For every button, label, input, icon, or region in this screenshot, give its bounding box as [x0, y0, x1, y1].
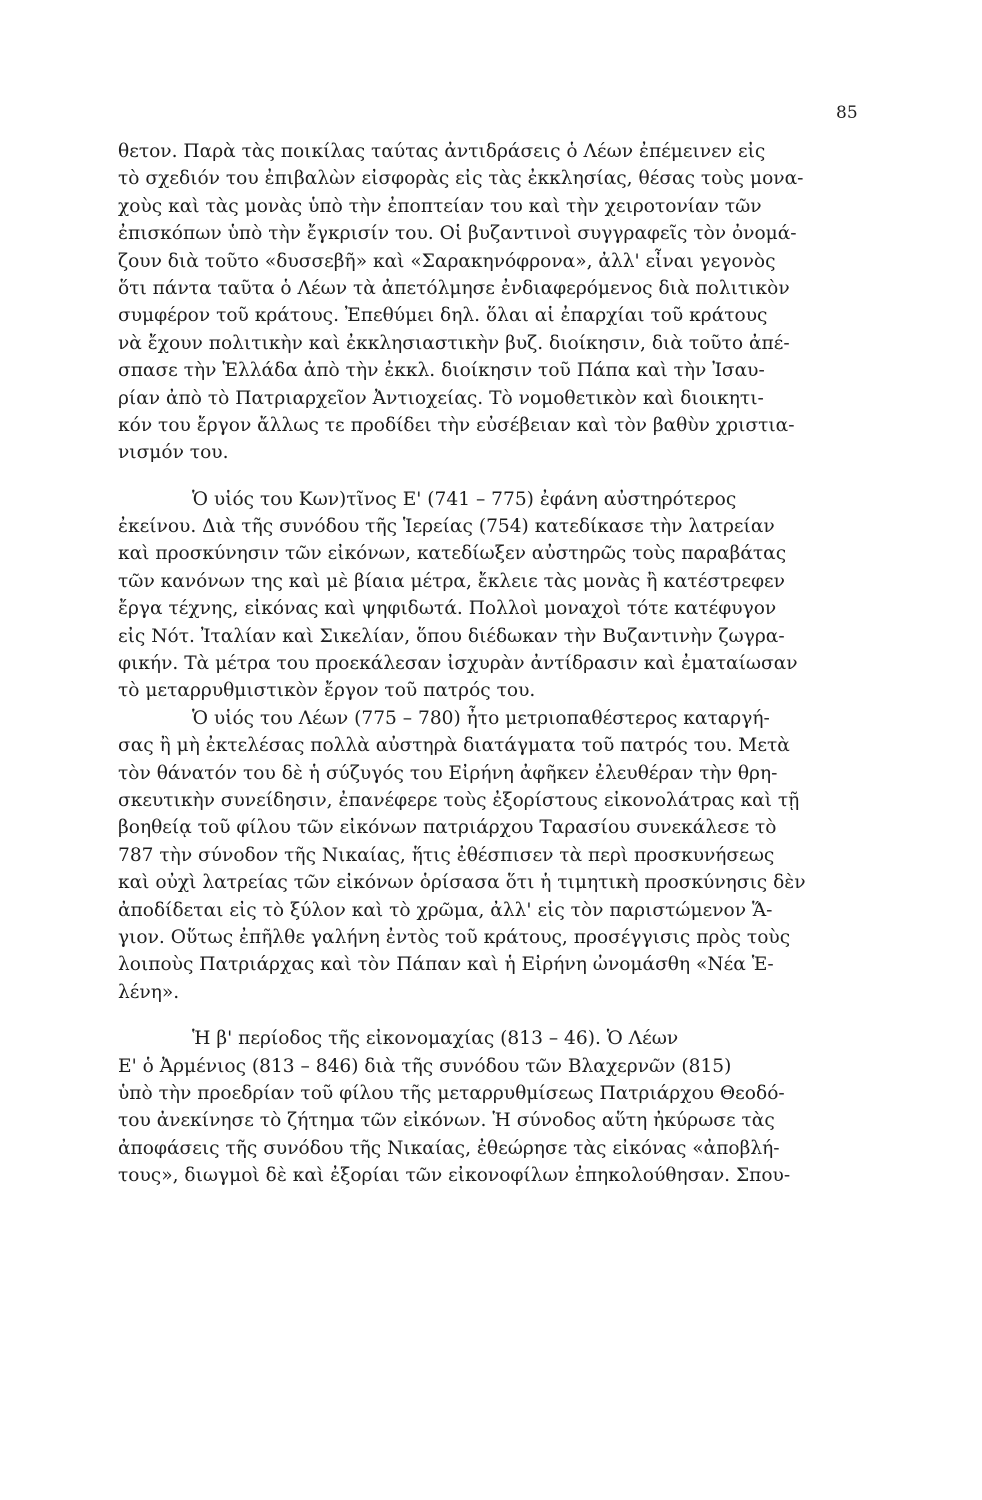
paragraph-leo-policy: [118, 138, 863, 467]
text-line: ὅτι πάντα ταῦτα ὁ Λέων τὰ ἀπετόλμησε ἐνδιαφερόμενος διὰ πολιτικὸν: [118, 277, 790, 299]
paragraph-leo-iv-irene: [118, 705, 863, 1006]
text-line: τὸν θάνατόν του δὲ ἡ σύζυγός του Εἰρήνη ἀφῆκεν ἐλευθέραν τὴν θρη-: [118, 762, 778, 784]
paragraph-second-iconoclasm: [118, 1025, 863, 1189]
text-line: λένη».: [118, 981, 180, 1003]
page-number: 85: [836, 103, 858, 123]
text-line: τὸ σχεδιόν του ἐπιβαλὼν εἰσφορὰς εἰς τὰς ἐκκλησίας, θέσας τοὺς μονα-: [118, 168, 804, 190]
text-line: Ὁ υἱός του Λέων (775 – 780) ἦτο μετριοπαθέστερος καταργή-: [192, 707, 770, 729]
text-line: ἀποφάσεις τῆς συνόδου τῆς Νικαίας, ἐθεώρησε τὰς εἰκόνας «ἀποβλή-: [118, 1137, 780, 1159]
text-line: Ἡ β' περίοδος τῆς εἰκονομαχίας (813 – 46). Ὁ Λέων: [192, 1028, 679, 1050]
text-line: ἐπισκόπων ὑπὸ τὴν ἔγκρισίν του. Οἱ βυζαντινοὶ συγγραφεῖς τὸν ὀνομά-: [118, 223, 797, 245]
text-line: τῶν κανόνων της καὶ μὲ βίαια μέτρα, ἔκλειε τὰς μονὰς ἢ κατέστρεφεν: [118, 570, 785, 592]
text-line: σκευτικὴν συνείδησιν, ἐπανέφερε τοὺς ἐξορίστους εἰκονολάτρας καὶ τῇ: [118, 789, 800, 811]
text-line: Ε' ὁ Ἀρμένιος (813 – 846) διὰ τῆς συνόδου τῶν Βλαχερνῶν (815): [118, 1055, 732, 1077]
text-line: λοιποὺς Πατριάρχας καὶ τὸν Πάπαν καὶ ἡ Εἰρήνη ὠνομάσθη «Νέα Ἑ-: [118, 954, 774, 976]
text-line: 787 τὴν σύνοδον τῆς Νικαίας, ἥτις ἐθέσπισεν τὰ περὶ προσκυνήσεως: [118, 844, 775, 866]
text-line: νὰ ἔχουν πολιτικὴν καὶ ἐκκλησιαστικὴν βυζ. διοίκησιν, διὰ τοῦτο ἀπέ-: [118, 332, 790, 354]
text-line: ἀποδίδεται εἰς τὸ ξύλον καὶ τὸ χρῶμα, ἀλλ' εἰς τὸν παριστώμενον Ἅ-: [118, 899, 773, 921]
text-line: ἔργα τέχνης, εἰκόνας καὶ ψηφιδωτά. Πολλοὶ μοναχοὶ τότε κατέφυγον: [118, 598, 777, 620]
text-line: σας ἢ μὴ ἐκτελέσας πολλὰ αὐστηρὰ διατάγματα τοῦ πατρός του. Μετὰ: [118, 735, 790, 757]
text-line: τὸ μεταρρυθμιστικὸν ἔργον τοῦ πατρός του.: [118, 680, 536, 702]
paragraph-constantine-v: [118, 486, 863, 705]
text-line: του ἀνεκίνησε τὸ ζήτημα τῶν εἰκόνων. Ἡ σύνοδος αὕτη ἠκύρωσε τὰς: [118, 1110, 775, 1132]
text-line: Ὁ υἱός του Κων)τῖνος Ε' (741 – 775) ἐφάνη αὐστηρότερος: [192, 488, 737, 510]
text-line: σπασε τὴν Ἑλλάδα ἀπὸ τὴν ἐκκλ. διοίκησιν τοῦ Πάπα καὶ τὴν Ἰσαυ-: [118, 360, 765, 382]
text-line: ὑπὸ τὴν προεδρίαν τοῦ φίλου τῆς μεταρρυθμίσεως Πατριάρχου Θεοδό-: [118, 1082, 785, 1104]
text-line: κόν του ἔργον ἄλλως τε προδίδει τὴν εὐσέβειαν καὶ τὸν βαθὺν χριστια-: [118, 414, 795, 436]
text-line: ἐκείνου. Διὰ τῆς συνόδου τῆς Ἱερείας (754) κατεδίκασε τὴν λατρείαν: [118, 516, 775, 538]
text-line: φικήν. Τὰ μέτρα του προεκάλεσαν ἰσχυρὰν ἀντίδρασιν καὶ ἐματαίωσαν: [118, 653, 798, 675]
text-line: εἰς Νότ. Ἰταλίαν καὶ Σικελίαν, ὅπου διέδωκαν τὴν Βυζαντινὴν ζωγρα-: [118, 625, 785, 647]
text-line: καὶ προσκύνησιν τῶν εἰκόνων, κατεδίωξεν αὐστηρῶς τοὺς παραβάτας: [118, 543, 787, 565]
text-line: νισμόν του.: [118, 442, 229, 464]
text-line: ζουν διὰ τοῦτο «δυσσεβῆ» καὶ «Σαρακηνόφρονα», ἀλλ' εἶναι γεγονὸς: [118, 250, 776, 272]
paragraph-gap: [118, 1006, 863, 1025]
text-line: βοηθείᾳ τοῦ φίλου τῶν εἰκόνων πατριάρχου Ταρασίου συνεκάλεσε τὸ: [118, 817, 777, 839]
text-line: θετον. Παρὰ τὰς ποικίλας ταύτας ἀντιδράσεις ὁ Λέων ἐπέμεινεν εἰς: [118, 141, 766, 162]
text-line: τους», διωγμοὶ δὲ καὶ ἐξορίαι τῶν εἰκονοφίλων ἐπηκολούθησαν. Σπου-: [118, 1165, 791, 1187]
text-line: γιον. Οὕτως ἐπῆλθε γαλήνη ἐντὸς τοῦ κράτους, προσέγγισις πρὸς τοὺς: [118, 926, 791, 948]
text-line: χοὺς καὶ τὰς μονὰς ὑπὸ τὴν ἐποπτείαν του καὶ τὴν χειροτονίαν τῶν: [118, 195, 762, 217]
paragraph-gap: [118, 467, 863, 486]
text-line: ρίαν ἀπὸ τὸ Πατριαρχεῖον Ἀντιοχείας. Τὸ νομοθετικὸν καὶ διοικητι-: [118, 387, 764, 409]
page-body: [118, 138, 863, 1189]
text-line: συμφέρον τοῦ κράτους. Ἐπεθύμει δηλ. ὅλαι αἱ ἐπαρχίαι τοῦ κράτους: [118, 305, 768, 327]
text-line: καὶ οὐχὶ λατρείας τῶν εἰκόνων ὁρίσασα ὅτι ἡ τιμητικὴ προσκύνησις δὲν: [118, 872, 806, 894]
